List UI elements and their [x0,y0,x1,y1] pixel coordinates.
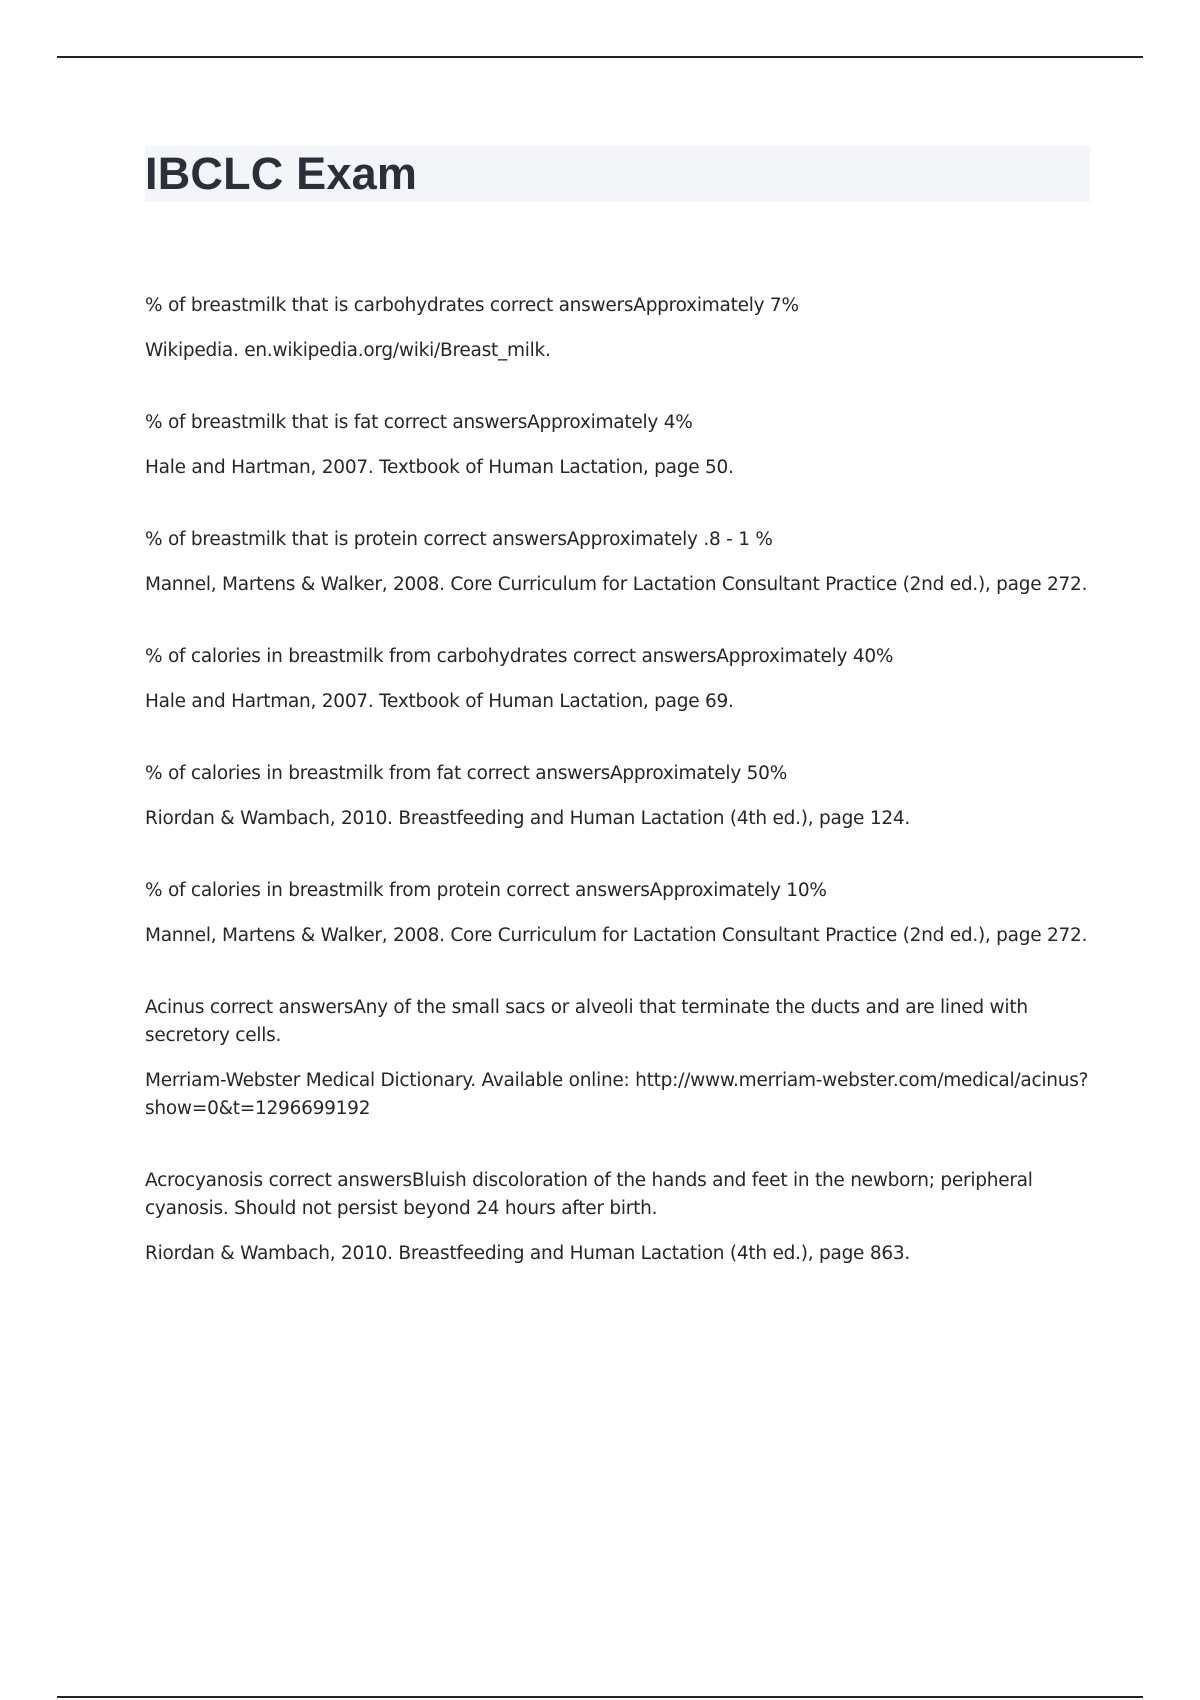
entry-question-answer: % of breastmilk that is protein correct answersApproximately .8 - 1 % [145,529,773,550]
entry-question-answer: % of calories in breastmilk from carbohydrates correct answersApproximately 40% [145,646,894,667]
entry-reference: Merriam-Webster Medical Dictionary. Available online: http://www.merriam-webster.com/medical/acinus?show=0&t=1296699192 [145,1070,1089,1119]
entry-calories-fat [145,760,1090,833]
entry-question-answer: % of breastmilk that is carbohydrates correct answersApproximately 7% [145,295,799,316]
page-title: IBCLC Exam [145,148,418,199]
entry-question-answer: % of calories in breastmilk from protein correct answersApproximately 10% [145,880,827,901]
entry-reference: Mannel, Martens & Walker, 2008. Core Curriculum for Lactation Consultant Practice (2nd ed.), page 272. [145,925,1088,946]
entry-reference: Mannel, Martens & Walker, 2008. Core Curriculum for Lactation Consultant Practice (2nd ed.), page 272. [145,574,1088,595]
entry-reference: Riordan & Wambach, 2010. Breastfeeding and Human Lactation (4th ed.), page 863. [145,1243,911,1264]
entry-calories-protein [145,877,1090,950]
entry-acinus [145,994,1090,1123]
entry-question-answer: % of calories in breastmilk from fat correct answersApproximately 50% [145,763,788,784]
entry-reference: Hale and Hartman, 2007. Textbook of Human Lactation, page 69. [145,691,734,712]
entry-fat [145,409,1090,482]
entry-question-answer: Acrocyanosis correct answersBluish discoloration of the hands and feet in the newborn; peripheral cyanosis. Should not persist beyond 24 hours after birth. [145,1170,1033,1219]
bottom-rule [57,1696,1143,1698]
top-rule [57,56,1143,58]
page-content [145,146,1090,1312]
entry-reference: Riordan & Wambach, 2010. Breastfeeding and Human Lactation (4th ed.), page 124. [145,808,911,829]
entry-acrocyanosis [145,1167,1090,1268]
entry-protein [145,526,1090,599]
entry-list [145,292,1090,1268]
entry-reference: Hale and Hartman, 2007. Textbook of Human Lactation, page 50. [145,457,734,478]
entry-calories-carbohydrates [145,643,1090,716]
entry-question-answer: % of breastmilk that is fat correct answersApproximately 4% [145,412,693,433]
entry-carbohydrates [145,292,1090,365]
entry-reference: Wikipedia. en.wikipedia.org/wiki/Breast_milk. [145,340,551,361]
title-bar [145,146,1090,202]
entry-question-answer: Acinus correct answersAny of the small sacs or alveoli that terminate the ducts and are lined with secretory cells. [145,997,1028,1046]
